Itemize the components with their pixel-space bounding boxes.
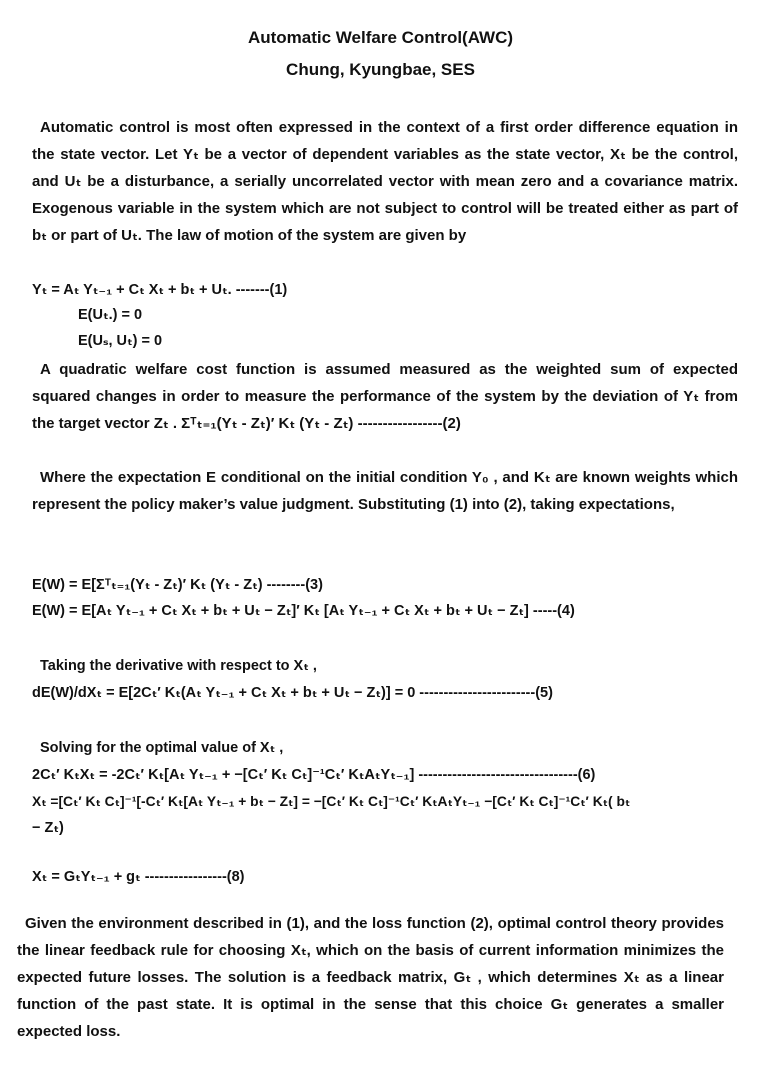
- equation-4: E(W) = E[Aₜ Yₜ₋₁ + Cₜ Xₜ + bₜ + Uₜ − Zₜ]′ Kₜ [Aₜ Yₜ₋₁ + Cₜ Xₜ + bₜ + Uₜ − Zₜ] -----(4): [32, 603, 575, 619]
- equation-8: Xₜ = GₜYₜ₋₁ + gₜ -----------------(8): [32, 869, 245, 885]
- equation-1b: E(Uₛ, Uₜ) = 0: [78, 333, 163, 349]
- equation-7: Xₜ =[Cₜ′ Kₜ Cₜ]⁻¹[-Cₜ′ Kₜ[Aₜ Yₜ₋₁ + bₜ − Zₜ] = −[Cₜ′ Kₜ Cₜ]⁻¹Cₜ′ KₜAₜYₜ₋₁ −[Cₜ′ Kₜ Cₜ]⁻¹Cₜ′ Kₜ( bₜ: [32, 794, 631, 809]
- paragraph-intro: Automatic control is most often expressed in the context of a first order difference equation in the state vector. Let Yₜ be a vector of dependent variables as the state vector, Xₜ be the control, and Uₜ be a disturbance, a serially uncorrelated vector with mean zero and a covariance matrix. Exogenous variable in the system which are not subject to control will be treated either as part of bₜ or part of Uₜ. The law of motion of the system are given by: [32, 119, 738, 244]
- equation-6: 2Cₜ′ KₜXₜ = -2Cₜ′ Kₜ[Aₜ Yₜ₋₁ + −[Cₜ′ Kₜ Cₜ]⁻¹Cₜ′ KₜAₜYₜ₋₁] ---------------------------------(6): [32, 767, 596, 783]
- paragraph-cost-function: A quadratic welfare cost function is assumed measured as the weighted sum of expected squared changes in order to measure the performance of the system by the deviation of Yₜ from the target vector Zₜ . Σᵀₜ₌₁(Yₜ - Zₜ)′ Kₜ (Yₜ - Zₜ) -----------------(2): [32, 361, 738, 432]
- equation-1: Yₜ = Aₜ Yₜ₋₁ + Cₜ Xₜ + bₜ + Uₜ. -------(1): [32, 282, 288, 298]
- paragraph-expectation: Where the expectation E conditional on the initial condition Y₀ , and Kₜ are known weights which represent the policy maker’s value judgment. Substituting (1) into (2), taking expectations,: [32, 469, 738, 513]
- equation-3: E(W) = E[Σᵀₜ₌₁(Yₜ - Zₜ)′ Kₜ (Yₜ - Zₜ) --------(3): [32, 577, 323, 593]
- text-solving: Solving for the optimal value of Xₜ ,: [40, 740, 284, 756]
- equation-5: dE(W)/dXₜ = E[2Cₜ′ Kₜ(Aₜ Yₜ₋₁ + Cₜ Xₜ + bₜ + Uₜ − Zₜ)] = 0 ------------------------(5): [32, 685, 553, 701]
- paper-title: Automatic Welfare Control(AWC): [247, 28, 514, 47]
- equation-1a: E(Uₜ.) = 0: [78, 307, 143, 323]
- equation-7-continued: − Zₜ): [32, 820, 64, 836]
- text-derivative: Taking the derivative with respect to Xₜ ,: [40, 658, 317, 674]
- paragraph-conclusion: Given the environment described in (1), and the loss function (2), optimal control theory provides the linear feedback rule for choosing Xₜ, which on the basis of current information minimizes the expected future losses. The solution is a feedback matrix, Gₜ , which determines Xₜ as a linear function of the past state. It is optimal in the sense that this choice Gₜ generates a smaller expected loss.: [17, 915, 724, 1040]
- paper-author: Chung, Kyungbae, SES: [286, 60, 475, 79]
